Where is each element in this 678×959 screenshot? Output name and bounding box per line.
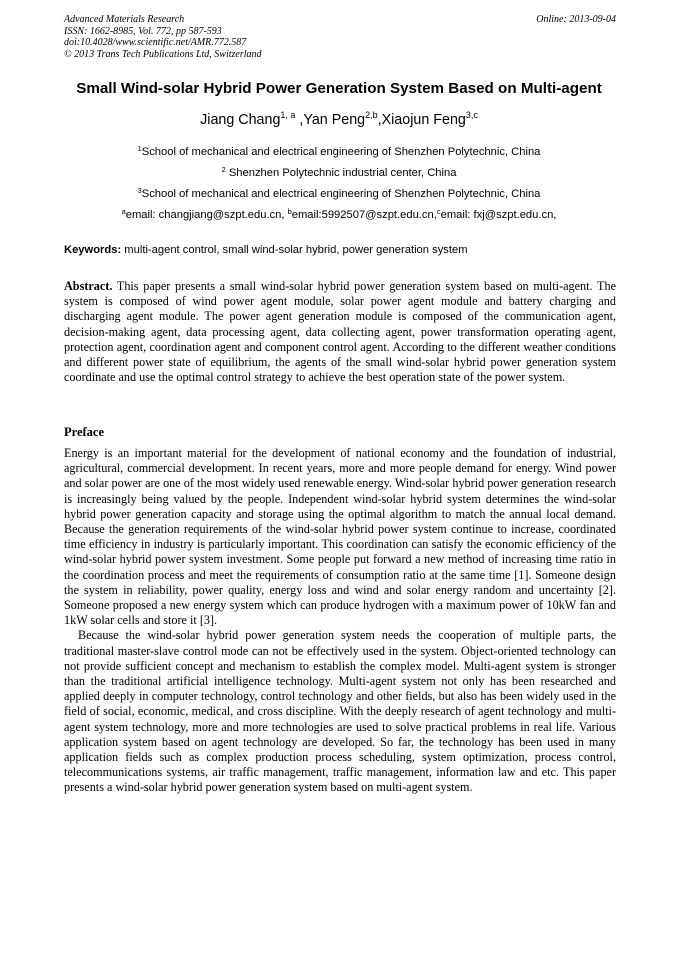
affiliation-sup: 3 [137,186,142,195]
affiliation-sup: 1 [137,144,142,153]
paper-title: Small Wind-solar Hybrid Power Generation System Based on Multi-agent [76,80,602,97]
email-sup: b [287,207,292,216]
author-name: ,Xiaojun Feng [377,112,466,128]
affiliation-sup: 2 [221,165,226,174]
author-sup: 2,b [365,110,378,120]
affiliation-3 [40,187,638,201]
keywords [64,243,616,257]
copyright-line: © 2013 Trans Tech Publications Ltd, Switzerland [64,48,262,60]
keywords-label: Keywords: [64,244,122,256]
journal-header [64,14,616,60]
author-sup: 3,c [465,110,478,120]
email-sup: a [121,207,126,216]
preface-body [64,446,616,796]
abstract [64,279,616,385]
email-b: email:5992507@szpt.edu.cn, [291,209,437,221]
preface-paragraph-2: Because the wind-solar hybrid power generation system needs the cooperation of multiple parts, the traditional master-slave control mode can not be effectively used in the system. Object-oriented technology can not provide sufficient concept and mechanism to establish the complex model. Multi-agent system is stronger than the traditional artificial intelligence technology. Multi-agent system not only has been researched and applied deeply in computer technology, control technology and other fields, but also has been widely used in the field of social, economic, medical, and cross discipline. With the deeply research of agent technology and multi-agent system technology, more and more technologies are used to solve practical problems in real life. Various application system based on agent technology are developed. So far, the technology has been used in many application fields such as complex production process scheduling, system optimization, process control, telecommunications systems, air traffic management, traffic management, information law and etc. This paper presents a wind-solar hybrid power generation system based on multi-agent system. [64,628,616,795]
preface-paragraph-1: Energy is an important material for the development of national economy and the foundation of industrial, agricultural, commercial development. In recent years, more and more people demand for energy. Wind power and solar power are one of the most widely used renewable energy. Wind-solar hybrid power generation research is increasingly being valued by the people. Independent wind-solar hybrid system determines the wind-solar hybrid power generation capacity and storage using the optimal algorithm to match the annual local demand. Because the generation requirements of the wind-solar hybrid power system continue to increase, coordinated time efficiency in industry is particularly important. This coordination can satisfy the economic efficiency of the wind-solar hybrid power system investment. Some people put forward a new method of increasing time ratio in the coordination process and meet the requirements of consumption ratio at the same time [1]. Someone design the system in reliability, power quality, energy loss and wind and solar energy random and uncertainty [2]. Someone proposed a new energy system which can produce hydrogen with a maximum power of 10kW fan and 1kW solar cells and store it [3]. [64,446,616,628]
email-sup: c [436,207,441,216]
affiliation-2 [40,166,638,180]
author-sup: 1, a [280,110,296,120]
journal-name: Advanced Materials Research [64,14,185,25]
doi-line: doi:10.4028/www.scientific.net/AMR.772.587 [64,37,247,48]
affiliation-text: Shenzhen Polytechnic industrial center, China [225,167,457,179]
email-c: email: fxj@szpt.edu.cn, [440,209,557,221]
email-a: email: changjiang@szpt.edu.cn, [125,209,288,221]
author-list [40,111,638,129]
affiliation-1 [40,145,638,159]
preface-heading: Preface [64,425,105,439]
affiliation-text: School of mechanical and electrical engineering of Shenzhen Polytechnic, China [141,188,541,200]
author-name: Jiang Chang [200,112,281,128]
online-date: Online: 2013-09-04 [536,14,616,25]
affiliation-text: School of mechanical and electrical engineering of Shenzhen Polytechnic, China [141,146,541,158]
abstract-text: This paper presents a small wind-solar hybrid power generation system based on multi-agent. The system is composed of wind power agent module, solar power agent module and battery charging and discharging agent module. The power agent generation module is composed of the communication agent, decision-making agent, data processing agent, data collecting agent, power transformation operating agent, protection agent, coordination agent and component control agent. According to the different weather conditions and different power state of equilibrium, the agents of the small wind-solar hybrid power generation system coordinate and use the optimal control strategy to achieve the best operation state of the power system. [64,279,616,385]
email-line [40,208,638,222]
keywords-text: multi-agent control, small wind-solar hybrid, power generation system [121,244,468,256]
issn-line: ISSN: 1662-8985, Vol. 772, pp 587-593 [64,25,222,37]
author-name: ,Yan Peng [295,112,366,128]
abstract-label: Abstract. [64,279,113,293]
